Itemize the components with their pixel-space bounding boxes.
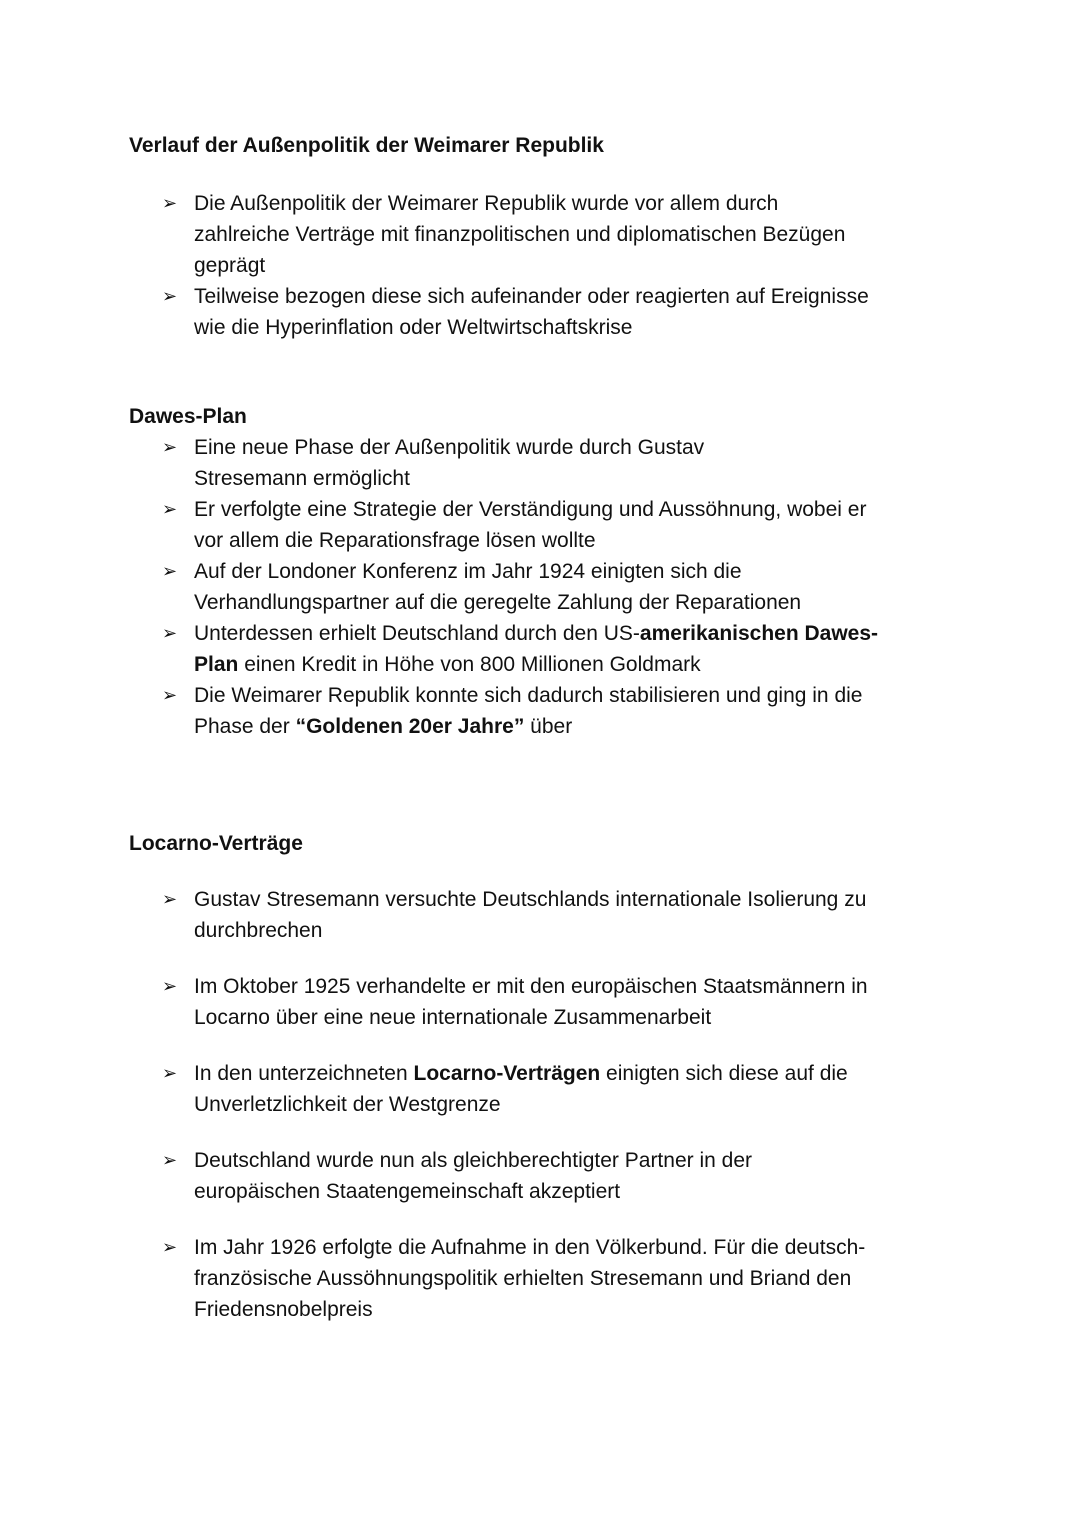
bold-text: Locarno-Verträgen [413, 1062, 601, 1085]
bullet-list-dawes-plan [162, 432, 878, 742]
arrow-bullet-icon: ➢ [162, 889, 178, 909]
text-line [194, 1176, 868, 1207]
text: über [524, 715, 573, 738]
arrow-bullet-icon: ➢ [162, 623, 178, 643]
text-line [194, 556, 878, 587]
text-line [194, 494, 878, 525]
text-line [194, 1294, 868, 1325]
text: Phase der [194, 715, 296, 738]
text-line [194, 649, 878, 680]
arrow-bullet-icon: ➢ [162, 437, 178, 457]
text: Unterdessen erhielt Deutschland durch den US- [194, 622, 640, 645]
heading-aussenpolitik: Verlauf der Außenpolitik der Weimarer Republik [129, 134, 604, 157]
bold-text: “Goldenen 20er Jahre” [295, 715, 525, 738]
list-item [162, 494, 878, 556]
text: Die Außenpolitik der Weimarer Republik wurde vor allem durch [194, 192, 779, 215]
list-item [162, 1058, 868, 1120]
arrow-bullet-icon: ➢ [162, 1063, 178, 1083]
text: Eine neue Phase der Außenpolitik wurde durch Gustav [194, 436, 705, 459]
text-line [194, 312, 869, 343]
text-line [194, 680, 878, 711]
list-item [162, 556, 878, 618]
arrow-bullet-icon: ➢ [162, 685, 178, 705]
list-item [162, 1232, 868, 1325]
text: Die Weimarer Republik konnte sich dadurch stabilisieren und ging in die [194, 684, 863, 707]
text-line [194, 1002, 868, 1033]
text-line [194, 1089, 868, 1120]
text: Locarno über eine neue internationale Zusammenarbeit [194, 1006, 712, 1029]
text: Er verfolgte eine Strategie der Verständigung und Aussöhnung, wobei er [194, 498, 867, 521]
text-line [194, 219, 869, 250]
arrow-bullet-icon: ➢ [162, 286, 178, 306]
text: wie die Hyperinflation oder Weltwirtschaftskrise [194, 316, 633, 339]
text: Deutschland wurde nun als gleichberechtigter Partner in der [194, 1149, 752, 1172]
arrow-bullet-icon: ➢ [162, 976, 178, 996]
text: Im Oktober 1925 verhandelte er mit den europäischen Staatsmännern in [194, 975, 868, 998]
list-item [162, 971, 868, 1033]
text: vor allem die Reparationsfrage lösen wollte [194, 529, 596, 552]
bold-text: amerikanischen Dawes- [639, 622, 879, 645]
text: In den unterzeichneten [194, 1062, 414, 1085]
bullet-list-aussenpolitik [162, 188, 869, 343]
text: Unverletzlichkeit der Westgrenze [194, 1093, 501, 1116]
list-item [162, 618, 878, 680]
text-line [194, 281, 869, 312]
text-line [194, 432, 878, 463]
text: europäischen Staatengemeinschaft akzeptiert [194, 1180, 621, 1203]
bold-text: Plan [194, 653, 239, 676]
list-item [162, 1145, 868, 1207]
list-item [162, 432, 878, 494]
text: zahlreiche Verträge mit finanzpolitischen und diplomatischen Bezügen [194, 223, 846, 246]
text-line [194, 587, 878, 618]
text-line [194, 1263, 868, 1294]
arrow-bullet-icon: ➢ [162, 193, 178, 213]
text-line [194, 250, 869, 281]
text-line [194, 971, 868, 1002]
arrow-bullet-icon: ➢ [162, 499, 178, 519]
arrow-bullet-icon: ➢ [162, 561, 178, 581]
text-line [194, 884, 868, 915]
text: französische Aussöhnungspolitik erhielten Stresemann und Briand den [194, 1267, 852, 1290]
text-line [194, 1145, 868, 1176]
heading-locarno: Locarno-Verträge [129, 832, 303, 855]
text: einen Kredit in Höhe von 800 Millionen Goldmark [238, 653, 701, 676]
list-item [162, 281, 869, 343]
text: Stresemann ermöglicht [194, 467, 410, 490]
text: Gustav Stresemann versuchte Deutschlands internationale Isolierung zu [194, 888, 867, 911]
text-line [194, 711, 878, 742]
text: Im Jahr 1926 erfolgte die Aufnahme in den Völkerbund. Für die deutsch- [194, 1236, 866, 1259]
text-line [194, 915, 868, 946]
list-item [162, 188, 869, 281]
text-line [194, 463, 878, 494]
text: Verhandlungspartner auf die geregelte Zahlung der Reparationen [194, 591, 802, 614]
list-item [162, 680, 878, 742]
arrow-bullet-icon: ➢ [162, 1237, 178, 1257]
text: geprägt [194, 254, 266, 277]
text-line [194, 188, 869, 219]
text-line [194, 1232, 868, 1263]
text: Teilweise bezogen diese sich aufeinander oder reagierten auf Ereignisse [194, 285, 869, 308]
text-line [194, 525, 878, 556]
text: durchbrechen [194, 919, 323, 942]
bullet-list-locarno [162, 884, 868, 1325]
arrow-bullet-icon: ➢ [162, 1150, 178, 1170]
heading-dawes-plan: Dawes-Plan [129, 405, 247, 428]
text-line [194, 1058, 868, 1089]
list-item [162, 884, 868, 946]
text: einigten sich diese auf die [600, 1062, 848, 1085]
text: Auf der Londoner Konferenz im Jahr 1924 einigten sich die [194, 560, 742, 583]
text-line [194, 618, 878, 649]
text: Friedensnobelpreis [194, 1298, 373, 1321]
